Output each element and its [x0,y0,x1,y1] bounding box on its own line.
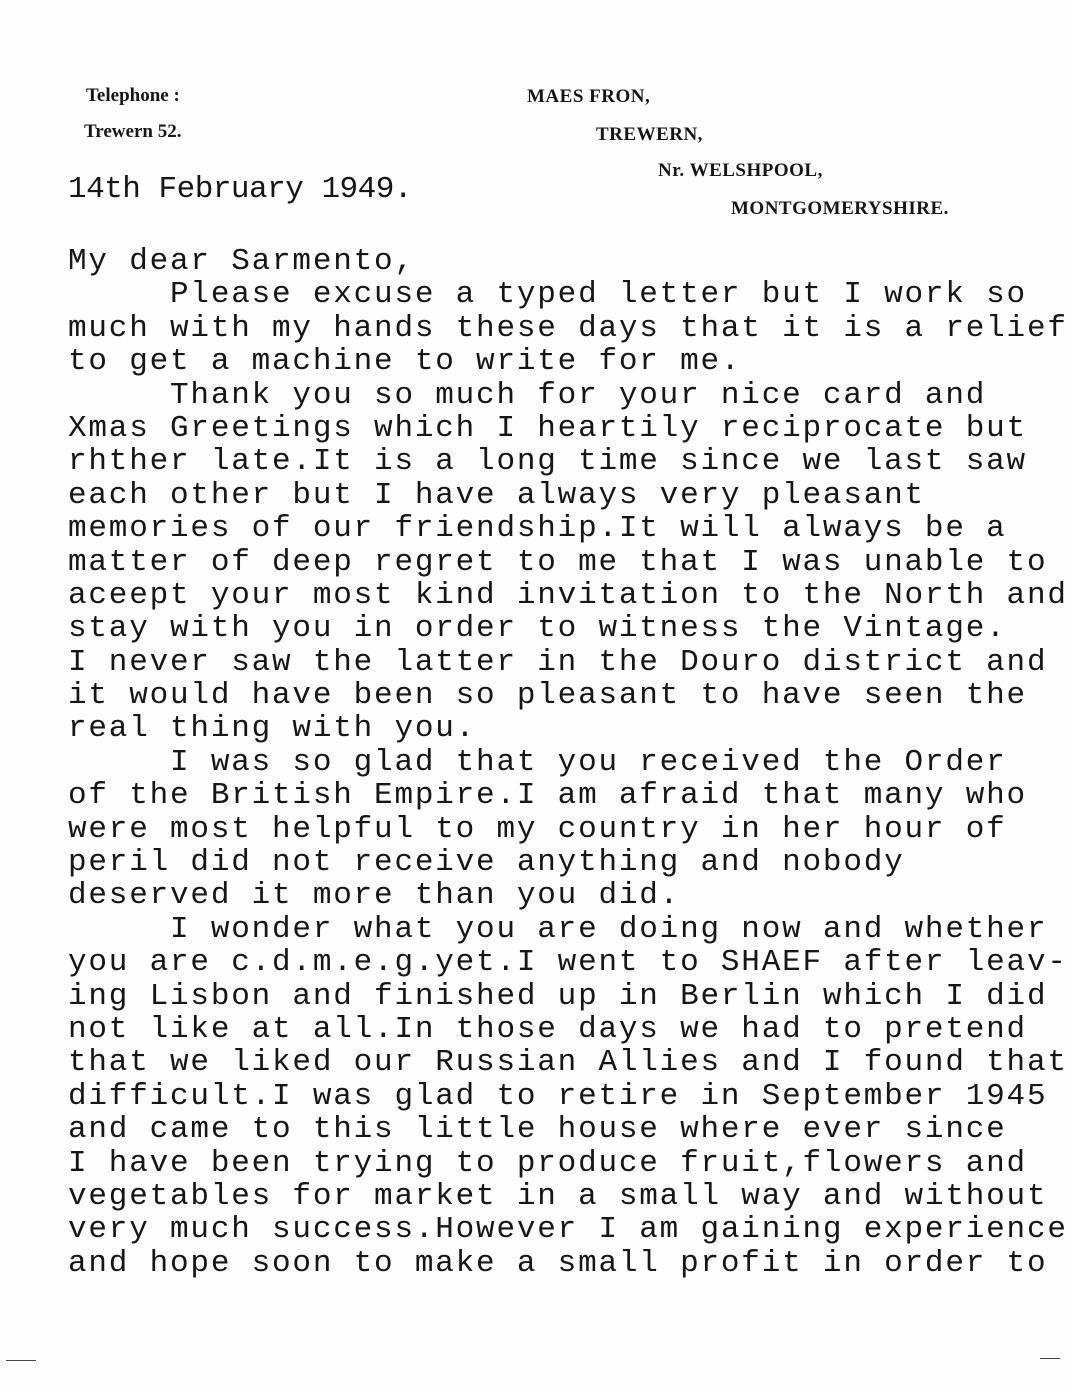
address-line-house: MAES FRON, [527,86,651,107]
letter-body [68,244,1068,1281]
letter-line: and came to this little house where ever since [68,1112,1007,1148]
letter-line: were most helpful to my country in her hour of [68,811,1007,847]
telephone-block [86,78,181,150]
letter-line: each other but I have always very pleasant [68,477,925,513]
scan-mark [6,1360,36,1361]
telephone-label: Telephone : [86,85,180,106]
letter-line: Xmas Greetings which I heartily reciprocate but [68,410,1027,446]
letter-date: 14th February 1949. [68,172,412,207]
telephone-number: Trewern 52. [84,121,182,142]
letter-line: you are c.d.m.e.g.yet.I went to SHAEF after leav- [68,945,1068,981]
letter-line: I wonder what you are doing now and whether [68,911,1048,947]
letter-line: that we liked our Russian Allies and I found that [68,1045,1068,1081]
address-line-county: MONTGOMERYSHIRE. [731,198,949,219]
letter-line: matter of deep regret to me that I was unable to [68,544,1048,580]
letter-line: rhther late.It is a long time since we last saw [68,444,1027,480]
letter-line: Please excuse a typed letter but I work so [68,277,1027,313]
address-line-town: Nr. WELSHPOOL, [658,160,823,181]
letter-line: I was so glad that you received the Order [68,744,1007,780]
letter-line: and hope soon to make a small profit in order to [68,1245,1048,1281]
letter-line: memories of our friendship.It will always be a [68,511,1007,547]
letter-line: not like at all.In those days we had to pretend [68,1011,1027,1047]
letter-line: much with my hands these days that it is a relief [68,310,1068,346]
address-line-village: TREWERN, [596,124,703,145]
letter-line: real thing with you. [68,711,477,747]
letter-line: I never saw the latter in the Douro district and [68,644,1048,680]
letter-line: Thank you so much for your nice card and [68,377,987,413]
letter-line: deserved it more than you did. [68,878,681,914]
letter-line: My dear Sarmento, [68,244,415,279]
letter-line: I have been trying to produce fruit,flowers and [68,1145,1027,1181]
letter-line: of the British Empire.I am afraid that many who [68,778,1027,814]
letter-line: to get a machine to write for me. [68,344,742,380]
letter-line: ing Lisbon and finished up in Berlin which I did [68,978,1048,1014]
scan-mark [1040,1358,1060,1359]
letter-line: difficult.I was glad to retire in September 1945 [68,1078,1048,1114]
letter-line: stay with you in order to witness the Vintage. [68,611,1007,647]
letter-line: very much success.However I am gaining experience [68,1212,1068,1248]
letter-line: aceept your most kind invitation to the North and [68,577,1068,613]
letter-line: vegetables for market in a small way and without [68,1178,1048,1214]
letter-line: it would have been so pleasant to have seen the [68,678,1027,714]
letter-line: peril did not receive anything and nobody [68,845,905,881]
